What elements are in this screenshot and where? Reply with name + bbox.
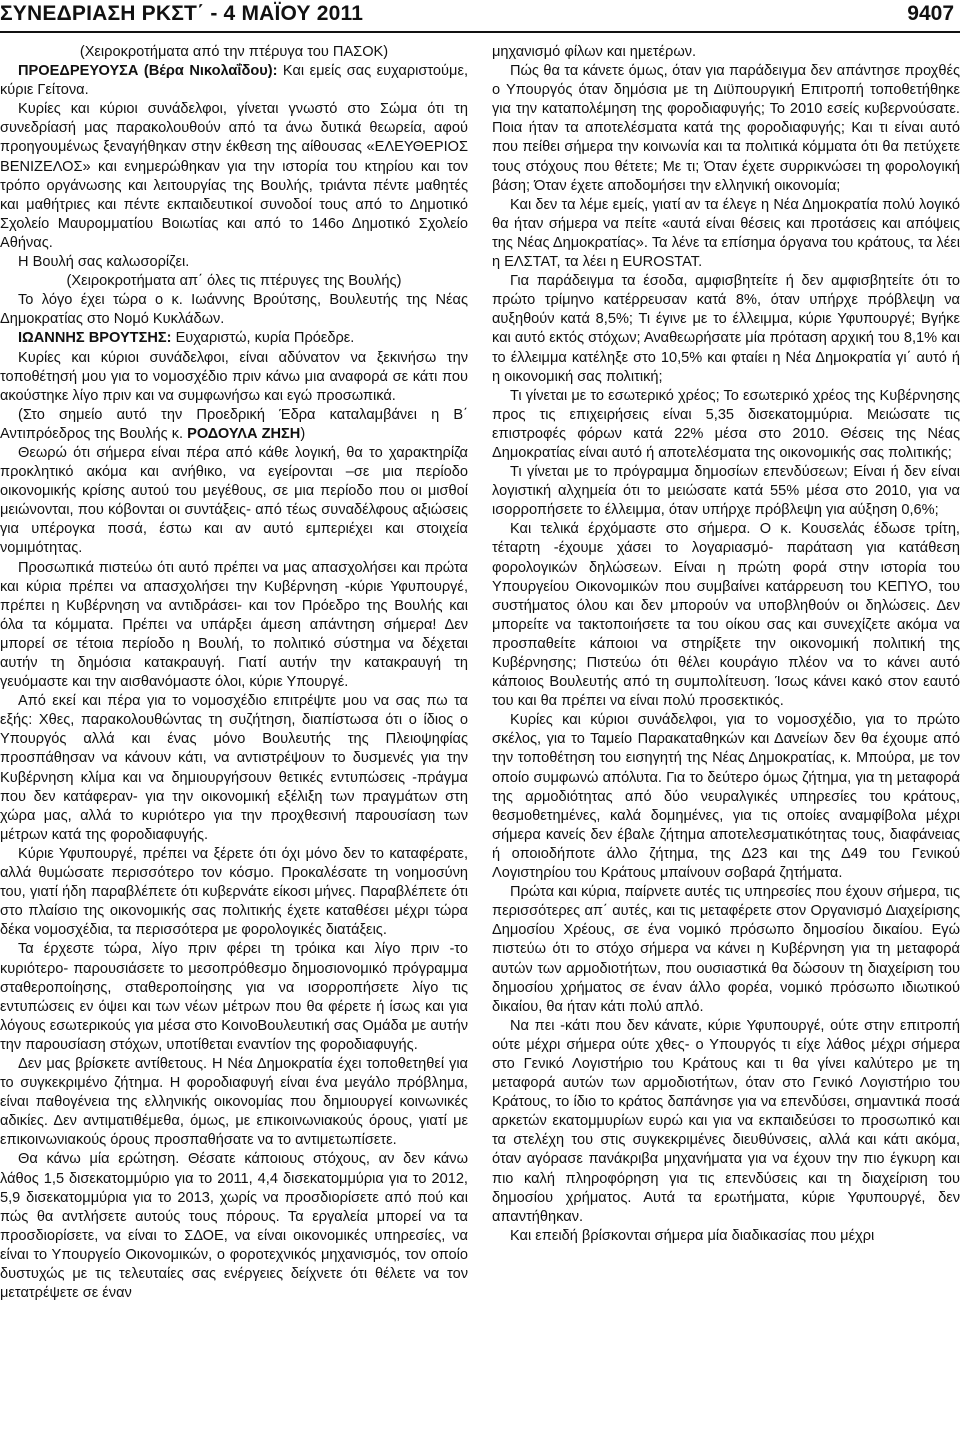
paragraph: Πρώτα και κύρια, παίρνετε αυτές τις υπηρεσίες που έχουν σήμερα, τις περισσότερες απ΄ αυτές, και τις μεταφέρετε στον Οργανισμό Διαχείρισης Δημοσίου Χρέους, σε ένα νομικό πρόσωπο δημοσίου δικαίου. Εγώ πιστεύω ότι το στόχο σήμερα να κάνει η Κυβέρνηση για τη μεταφορά αυτών των αρμοδιοτήτων, που ουσιαστικά θα δώσουν τη διαχείριση του δημοσίου χρήματος σε έναν άλλο φορέα, νομικό πρόσωπο ιδιωτικού δικαίου, θα ήταν κάτι πολύ απλό.	[492, 884, 960, 1015]
paragraph: μηχανισμό φίλων και ημετέρων.	[492, 44, 697, 60]
paragraph: Τι γίνεται με το πρόγραμμα δημοσίων επενδύσεων; Είναι ή δεν είναι λογιστική αλχημεία ότι το μειώσατε κατά 55% μέσα στο 2010, για να ισορροπήσετε το έλλειμμα, όταν υπήρχε πρόβλεψη για αύξηση 0,6%;	[492, 464, 960, 519]
stage-direction-text: (Στο σημείο αυτό την Προεδρική Έδρα καταλαμβάνει η Β΄ Αντιπρόεδρος της Βουλής κ.	[0, 406, 468, 442]
speaker-name: ΙΩΑΝΝΗΣ ΒΡΟΥΤΣΗΣ:	[18, 330, 172, 347]
speaker-paragraph	[0, 329, 468, 348]
page-header	[0, 0, 960, 36]
paragraph: Θα κάνω μία ερώτηση. Θέσατε κάποιους στόχους, αν δεν κάνω λάθος 1,5 δισεκατομμύριο για το 2011, 4,4 δισεκατομμύρια για το 2012, 5,9 δισεκατομμύρια για το 2013, χωρίς να προσδιορίσετε από πού και πώς θα αντλήσετε αυτούς τους πόρους. Τα εργαλεία μπορεί να τα προσδιορίσετε, να είναι το ΣΔΟΕ, να είναι οικονομικές υπηρεσίες, να είναι το Υπουργείο Οικονομικών, ο φοροτεχνικός μηχανισμός, τον οποίο δυστυχώς με τις τελευταίες σας ενέργειες δείχνετε ότι θέλετε να τον μετατρέψετε σε έναν	[0, 1151, 468, 1302]
stage-direction: (Χειροκροτήματα από την πτέρυγα του ΠΑΣΟΚ)	[79, 44, 389, 60]
paragraph: Θεωρώ ότι σήμερα είναι πέρα από κάθε λογική, θα το χαρακτηρίζα προκλητικό ακόμα και ανήθικο, να εγείρονται –σε μια περίοδο οικονομικής κρίσης αυτού του μεγέθους, σε μια περίοδο που οι μισθοί μειώνονται, που κόβονται οι συντάξεις- από τέως συναδέλφους αξιώσεις για υπέρογκα ποσά, έστω και αν αυτό εμπεριέχει και στοιχεία νομιμότητας.	[0, 444, 468, 557]
paragraph: Κυρίες και κύριοι συνάδελφοι, είναι αδύνατον να ξεκινήσω την τοποθέτησή μου για το νομοσχέδιο πριν κάνω μια αναφορά σε κάτι που ακούστηκε λίγο πριν και να συμφωνήσω και εγώ προσωπικά.	[0, 349, 468, 404]
speech-text: Και εμείς σας ευχαριστούμε, κύριε Γείτονα.	[0, 63, 468, 99]
page-number: 9407	[907, 2, 954, 25]
header-rule	[0, 31, 960, 33]
speech-text: Ευχαριστώ, κυρία Πρόεδρε.	[171, 330, 355, 347]
chair-name: ΡΟΔΟΥΛΑ ΖΗΣΗ	[187, 425, 301, 442]
paragraph: Πώς θα τα κάνετε όμως, όταν για παράδειγμα δεν απάντησε προχθές ο Υπουργός όταν δημόσια με τη Διϋπουργική Επιτροπή τοποθετήθηκε για την καταπολέμηση της φοροδιαφυγής; Το 2010 εσείς κυβερνούσατε. Ποια ήταν τα αποτελέσματα κατά της φοροδιαφυγής; Και τι είναι αυτό που πείθει σήμερα την κοινωνία και τα πολιτικά κόμματα ότι θα πετύχετε τους στόχους που θέτετε; Με τι; Όταν έχετε συρρικνώσει τη φορολογική βάση; Όταν έχετε αποδομήσει την ελληνική οικονομία;	[492, 63, 960, 194]
paragraph: Τι γίνεται με το εσωτερικό χρέος; Το εσωτερικό χρέος της Κυβέρνησης προς τις επιχειρήσεις είναι 5,35 δισεκατομμύρια. Μειώσατε τις επιστροφές φόρων κατά 22% μέσα στο 2010. Θέσεις της Νέας Δημοκρατίας είναι αυτό ή αποτελέσματα της οικονομικής σας πολιτικής;	[492, 387, 960, 461]
stage-direction-tail: )	[300, 425, 306, 442]
paragraph: Να πει -κάτι που δεν κάνατε, κύριε Υφυπουργέ, ούτε στην επιτροπή ούτε μέχρι σήμερα ούτε χθες- ο Υπουργός τι είχε λάθος μέχρι σήμερα στο Γενικό Λογιστήριο του Κράτους και τι θα γίνει καλύτερο με τη μεταφορά αυτών των αρμοδιοτήτων, όταν στο Γενικό Λογιστήριο του Κράτους, το ίδιο το κράτος δαπάνησε για να επενδύσει, σημαντικά ποσά αρκετών εκατομμυρίων ευρώ και για να εκπαιδεύσει το προσωπικό και τα στελέχη του στις συγκεκριμένες διευθύνσεις, αλλά και κάτι ακόμα, όταν αγόρασε πανάκριβα μηχανήματα για να έχουν την πιο έγκυρη και πιο καλή πληροφόρηση για τις επενδύσεις και τη διαχείριση του δημοσίου χρήματος. Αυτά τα ερωτήματα, κύριε Υφυπουργέ, δεν απαντήθηκαν.	[492, 1017, 960, 1225]
paragraph: Και δεν τα λέμε εμείς, γιατί αν τα έλεγε η Νέα Δημοκρατία πολύ λογικό θα ήταν σήμερα να πείτε «αυτά είναι θέσεις και προτάσεις και απόψεις της Νέας Δημοκρατίας». Τα λένε τα επίσημα όργανα του κράτους, τα λέει η ΕΛΣΤΑΤ, τα λέει η EUROSTAT.	[492, 196, 960, 271]
speaker-paragraph	[0, 62, 468, 100]
paragraph: Από εκεί και πέρα για το νομοσχέδιο επιτρέψτε μου να σας πω τα εξής: Χθες, παρακολουθώντας τη συζήτηση, διαπίστωσα ότι ο ίδιος ο Υπουργός αλλά και ένας μόνο Βουλευτής της Πλειοψηφίας προσπάθησαν να κάνουν κάτι, να αντιστρέψουν το δυσμενές για την Κυβέρνηση κλίμα και να δημιουργήσουν θετικές εντυπώσεις -πράγμα που δεν κατάφεραν- για την οικονομική εξέλιξη των πραγμάτων στη χώρα μας, αλλά το κυριότερο για την προχθεσινή παρουσίαση των μέτρων κατά της φοροδιαφυγής.	[0, 693, 468, 843]
paragraph: Τα έρχεστε τώρα, λίγο πριν φέρει τη τρόικα και λίγο πριν -το κυριότερο- παρουσιάσετε το μεσοπρόθεσμο δημοσιονομικό πρόγραμμα σταθεροποίησης, σταθεροποίησης για να ισορροπήσετε λίγο τις εντυπώσεις εν όψει και των νέων μέτρων που θα φέρετε ή ίσως και για λόγους εσωτερικούς για μέσα στο ΚοινοΒουλευτική σας Ομάδα με αυτήν την παρουσίαση στόχων, υποτίθεται εναντίον της φοροδιαφυγής.	[0, 941, 468, 1053]
left-column	[0, 43, 468, 1433]
paragraph: Η Βουλή σας καλωσορίζει.	[18, 254, 190, 271]
paragraph: Και επειδή βρίσκονται σήμερα μία διαδικασίας που μέχρι	[510, 1227, 875, 1244]
paragraph: Για παράδειγμα τα έσοδα, αμφισβητείτε ή δεν αμφισβητείτε ότι το πρώτο τρίμηνο κατέρρευσαν κατά 8%, όταν υπήρχε πρόβλεψη να αυξηθούν κατά 8,5%; Τι έγινε με το έλλειμμα, κύριε Υφυπουργέ; Βγήκε και αυτό εκτός στόχων; Αναθεωρήσατε μία πρόταση αρχική του 8,1% και το έλλειμμα κατέληξε στο 10,5% και φταίει η Νέα Δημοκρατία γι΄ αυτό ή η οικονομική σας πολιτική;	[492, 273, 960, 385]
stage-direction: (Χειροκροτήματα απ΄ όλες τις πτέρυγες της Βουλής)	[66, 273, 402, 290]
paragraph: Κυρίες και κύριοι συνάδελφοι, για το νομοσχέδιο, για το πρώτο σκέλος, για το Ταμείο Παρακαταθηκών και Δανείων δεν θα έχουμε από την τοποθέτηση του εισηγητή της Νέας Δημοκρατίας, κ. Μπούρα, με τον οποίο συμφωνώ απόλυτα. Για το δεύτερο όμως ζήτημα, για τη μεταφορά της αρμοδιότητας από δύο νευραλγικές υπηρεσίες του κράτους, θεσμοθετημένες, καλά δομημένες, για τις οποίες αναμφίβολα μέχρι σήμερα κανείς δεν έβαλε ζήτημα αποτελεσματικότητας τους, διαφάνειας ή οποιοδήποτε άλλο ζήτημα, της Δ23 και της Δ49 του Γενικού Λογιστηρίου του Κράτους μπαίνουν σοβαρά ζητήματα.	[492, 712, 960, 882]
paragraph: Δεν μας βρίσκετε αντίθετους. Η Νέα Δημοκρατία έχει τοποθετηθεί για το συγκεκριμένο ζήτημα. Η φοροδιαφυγή είναι ένα μεγάλο πρόβλημα, είναι παθογένεια της ελληνικής οικονομίας που δημιουργεί κοινωνικές αδικίες. Δεν αντιματιθέμεθα, όμως, με επικοινωνιακούς όρους, γιατί με επικοινωνιακούς όρους προσπαθήσατε να το αντιμετωπίσετε.	[0, 1055, 468, 1149]
paragraph: Προσωπικά πιστεύω ότι αυτό πρέπει να μας απασχολήσει και πρώτα και κύρια πρέπει να απασχολήσει την Κυβέρνηση -κύριε Υφυπουργέ, πρέπει η Κυβέρνηση να αντιδράσει- και τον Πρόεδρο της Βουλής και όλα τα κόμματα. Πρέπει να υπάρξει άμεση απάντηση σήμερα! Δεν μπορεί σε τέτοια περίοδο η Βουλή, το πολιτικό σύστημα να δέχεται αυτήν τη δημόσια κατακραυγή. Γιατί αυτήν την κατακραυγή τη γευόμαστε και την αισθανόμαστε όλοι, κύριε Υπουργέ.	[0, 559, 468, 691]
paragraph: Κύριε Υφυπουργέ, πρέπει να ξέρετε ότι όχι μόνο δεν το καταφέρατε, αλλά θυμώσατε περισσότερο τον κόσμο. Προκαλέσατε τη νοημοσύνη του, γιατί ήδη παραβλέπετε ότι κυβερνάτε είκοσι μήνες. Παραβλέπετε ότι στο πλαίσιο της οικονομικής σας πολιτικής έχετε καταθέσει μέχρι τώρα δέκα νομοσχέδια, τα περισσότερα με φορολογικές διατάξεις.	[0, 845, 468, 939]
right-column	[492, 43, 960, 1433]
paragraph: Κυρίες και κύριοι συνάδελφοι, γίνεται γνωστό στο Σώμα ότι τη συνεδρίασή μας παρακολουθούν από τα άνω δυτικά θεωρεία, αφού προηγουμένως ξεναγήθηκαν στην έκθεση της αίθουσας «ΕΛΕΥΘΕΡΙΟΣ ΒΕΝΙΖΕΛΟΣ» και ενημερώθηκαν για την ιστορία του κτηρίου και τον τρόπο οργάνωσης και λειτουργίας της Βουλής, τριάντα πέντε μαθητές και μαθήτριες και πέντε εκπαιδευτικοί συνοδοί τους από το Δημοτικό Σχολείο Μαυρομματίου Βοιωτίας και από το 146ο Δημοτικό Σχολείο Αθήνας.	[0, 101, 468, 251]
speaker-name: ΠΡΟΕΔΡΕΥΟΥΣΑ (Βέρα Νικολαΐδου):	[18, 63, 278, 80]
paragraph: Και τελικά έρχόμαστε στο σήμερα. Ο κ. Κουσελάς έδωσε τρίτη, τέταρτη -έχουμε χάσει το λογαριασμό- παράταση για κατάθεση φορολογικών δηλώσεων. Είναι η πρώτη φορά στην ιστορία του Υπουργείου Οικονομικών που συμβαίνει κατάρρευση του ΚΕΠΥΟ, του συστήματος όλου και δεν μπορούν να υποβληθούν οι δηλώσεις. Δεν μπορείτε να τακτοποιήσετε τα του οίκου σας και συνεχίζετε ακόμα να προσπαθείτε κάποιοι να στηρίξετε την οικονομική πολιτική της Κυβέρνησης; Πιστεύω ότι θέλει κουράγιο πλέον να το κάνει αυτό κάποιος Βουλευτής από τη συμπολίτευση. Ίσως κάνει κακό στον εαυτό του και θα πρέπει να είναι πολύ προσεκτικός.	[492, 521, 960, 710]
paragraph: Το λόγο έχει τώρα ο κ. Ιωάννης Βρούτσης, Βουλευτής της Νέας Δημοκρατίας στο Νομό Κυκλάδων.	[0, 292, 468, 328]
session-title: ΣΥΝΕΔΡΙΑΣΗ ΡΚΣΤ΄ - 4 ΜΑΪΟΥ 2011	[0, 2, 364, 25]
stage-direction	[0, 406, 468, 444]
